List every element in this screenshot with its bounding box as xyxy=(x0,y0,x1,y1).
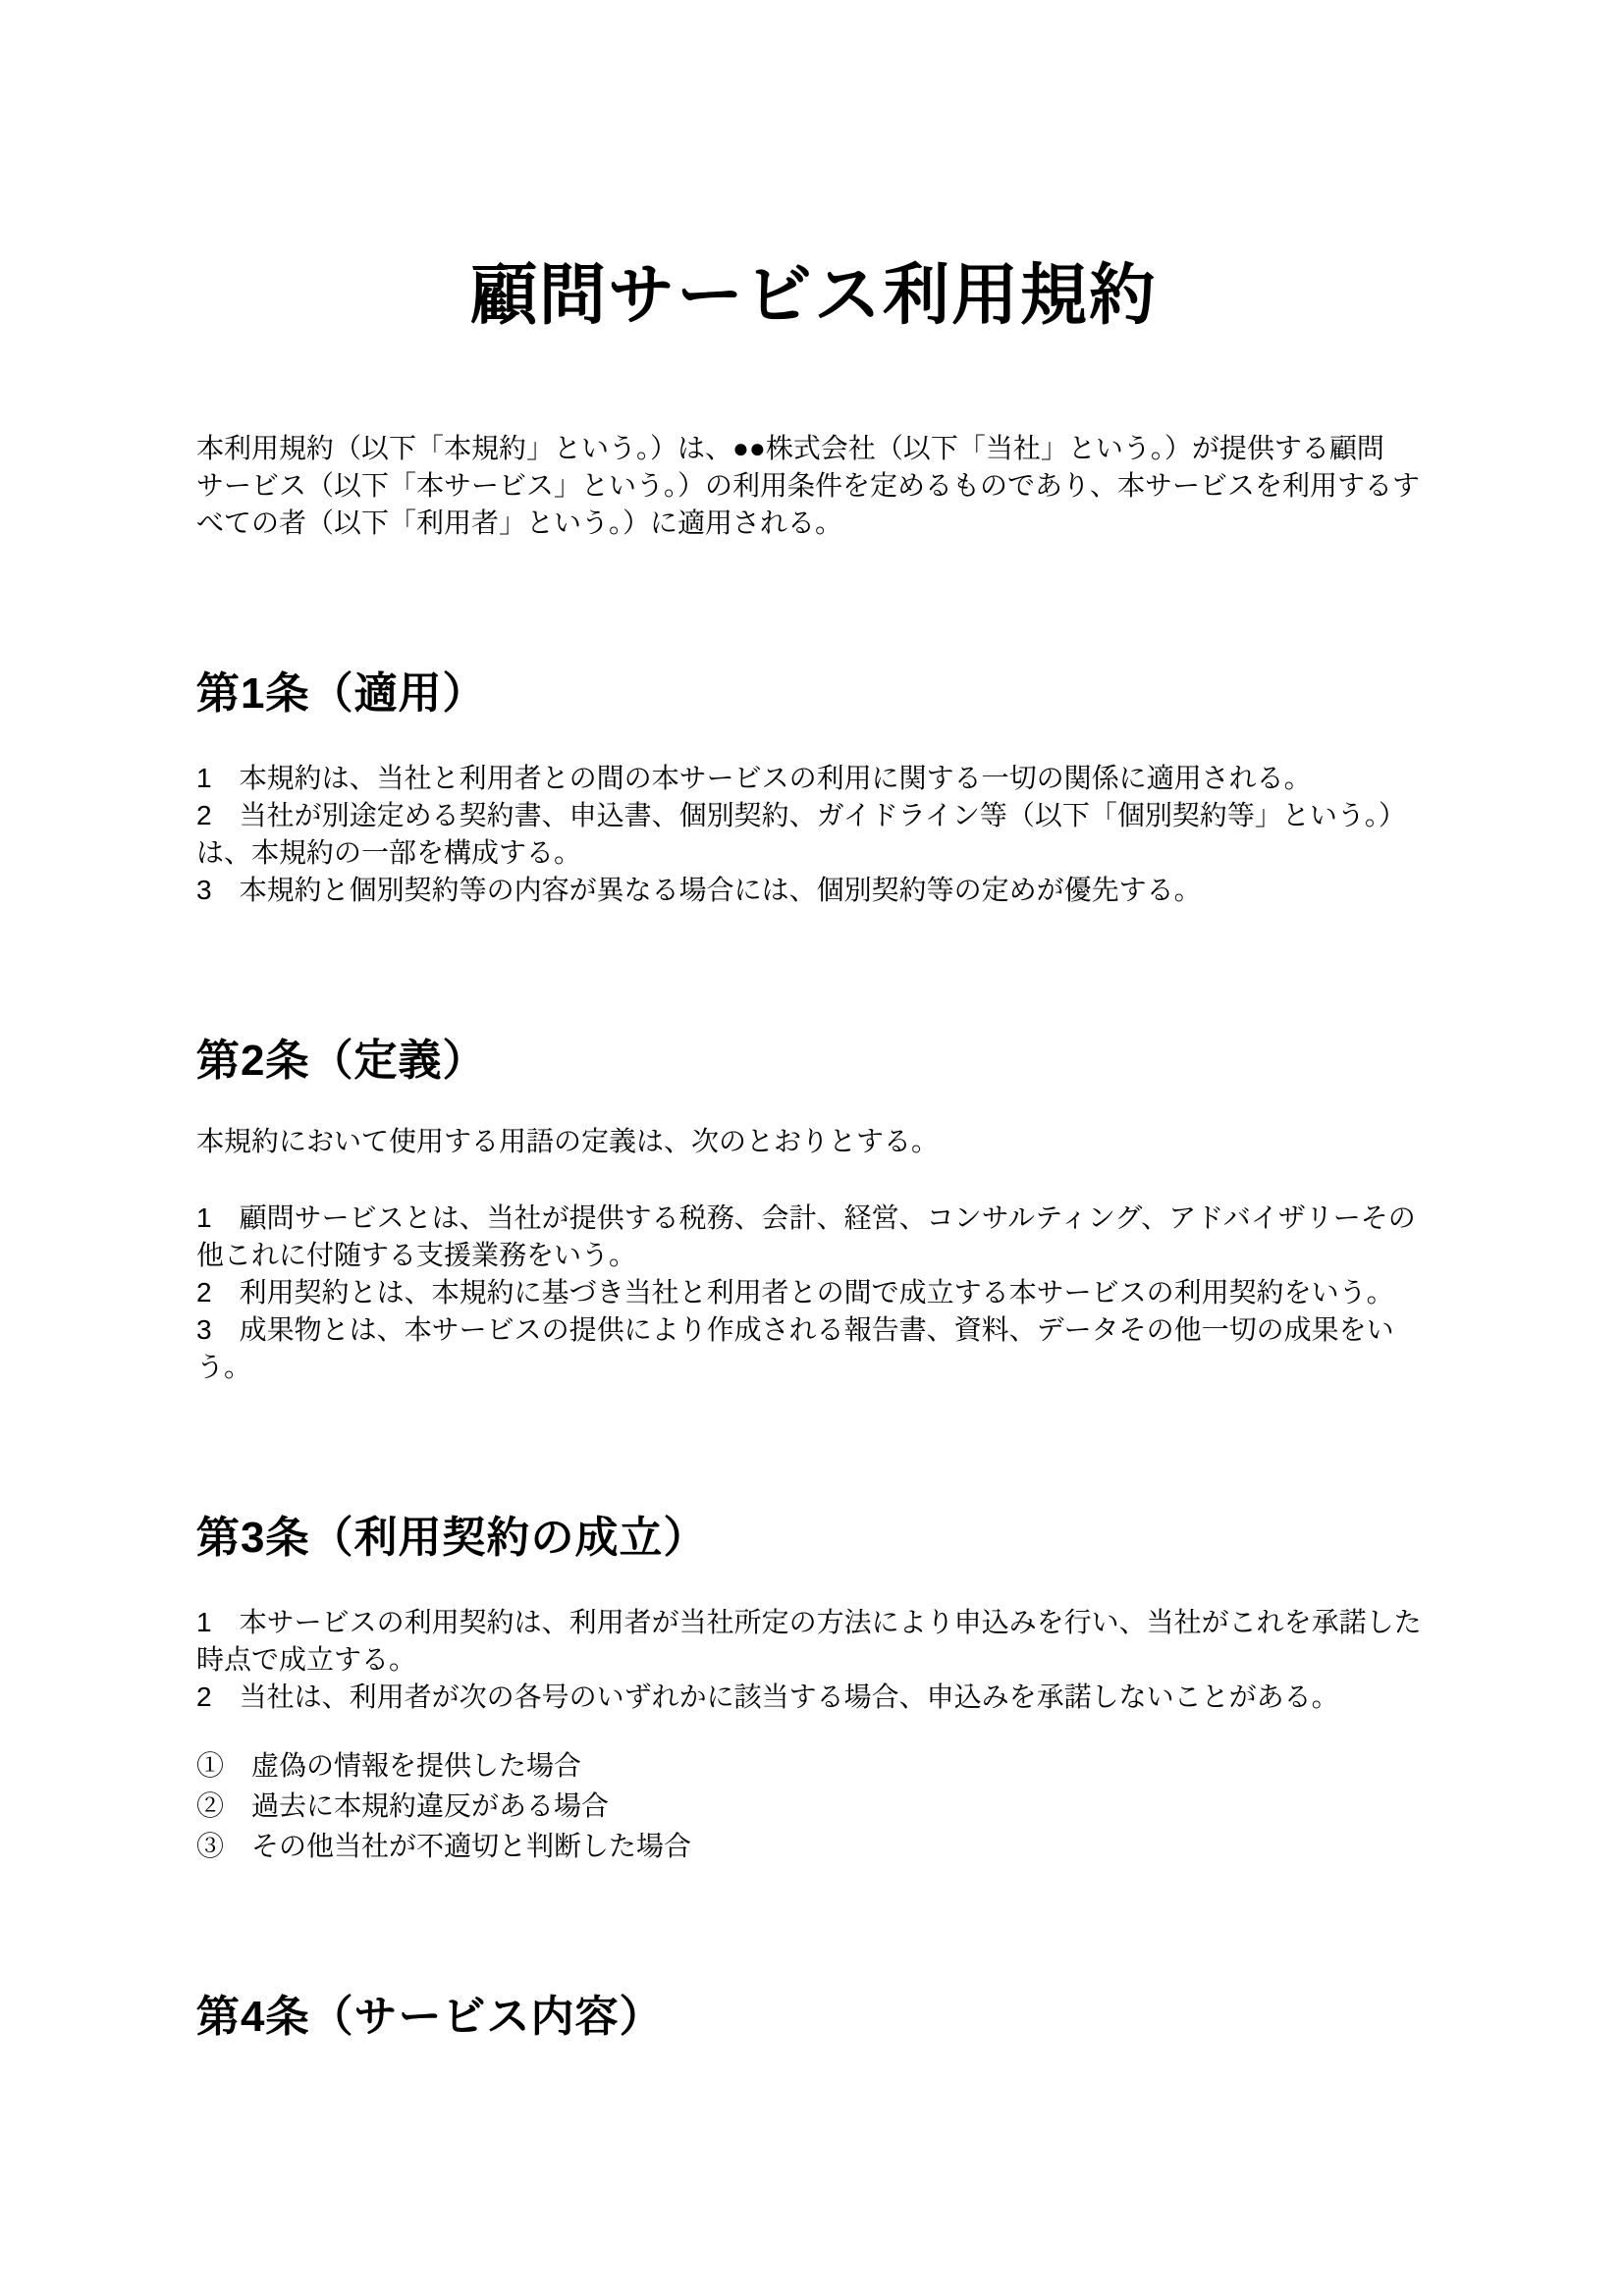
article-3-subclause-2: ② 過去に本規約違反がある場合 xyxy=(196,1790,610,1821)
article-1-clause-3: 3 本規約と個別契約等の内容が異なる場合には、個別契約等の定めが優先する。 xyxy=(196,875,1202,905)
article-3-heading: 第3条（利用契約の成立） xyxy=(196,1514,708,1562)
article-1-clause-1: 1 本規約は、当社と利用者との間の本サービスの利用に関する一切の関係に適用される。 xyxy=(196,763,1312,793)
article-3-subclauses xyxy=(196,1747,1432,1865)
article-1-clauses xyxy=(196,760,1432,909)
article-4-heading: 第4条（サービス内容） xyxy=(196,1993,664,2041)
article-3-clauses xyxy=(196,1604,1432,1716)
article-2-clauses xyxy=(196,1200,1432,1386)
intro-paragraph: 本利用規約（以下「本規約」という。）は、●●株式会社（以下「当社」という。）が提供する顧問サービス（以下「本サービス」という。）の利用条件を定めるものであり、本サービスを利用するすべての者（以下「利用者」という。）に適用される。 xyxy=(196,433,1421,538)
article-2-clause-1: 1 顧問サービスとは、当社が提供する税務、会計、経営、コンサルティング、アドバイザリーその他これに付随する支援業務をいう。 xyxy=(196,1202,1416,1270)
article-2-clause-3: 3 成果物とは、本サービスの提供により作成される報告書、資料、データその他一切の成果をいう。 xyxy=(196,1314,1394,1382)
article-1-heading: 第1条（適用） xyxy=(196,669,487,718)
document-title: 顧問サービス利用規約 xyxy=(469,258,1158,333)
article-3-clause-1: 1 本サービスの利用契約は、利用者が当社所定の方法により申込みを行い、当社がこれを承諾した時点で成立する。 xyxy=(196,1607,1422,1675)
article-1-clause-2: 2 当社が別途定める契約書、申込書、個別契約、ガイドライン等（以下「個別契約等」という。）は、本規約の一部を構成する。 xyxy=(196,800,1406,868)
article-1 xyxy=(196,667,1432,909)
article-3-subclause-1: ① 虚偽の情報を提供した場合 xyxy=(196,1750,582,1781)
article-2-lead: 本規約において使用する用語の定義は、次のとおりとする。 xyxy=(196,1126,940,1156)
article-3 xyxy=(196,1512,1432,1865)
article-3-subclause-3: ③ その他当社が不適切と判断した場合 xyxy=(196,1831,692,1861)
article-3-clause-2: 2 当社は、利用者が次の各号のいずれかに該当する場合、申込みを承諾しないことがある。 xyxy=(196,1682,1339,1712)
article-2-heading: 第2条（定義） xyxy=(196,1037,487,1085)
article-4 xyxy=(196,1991,1432,2044)
article-2 xyxy=(196,1035,1432,1386)
article-2-clause-2: 2 利用契約とは、本規約に基づき当社と利用者との間で成立する本サービスの利用契約をいう。 xyxy=(196,1277,1394,1308)
